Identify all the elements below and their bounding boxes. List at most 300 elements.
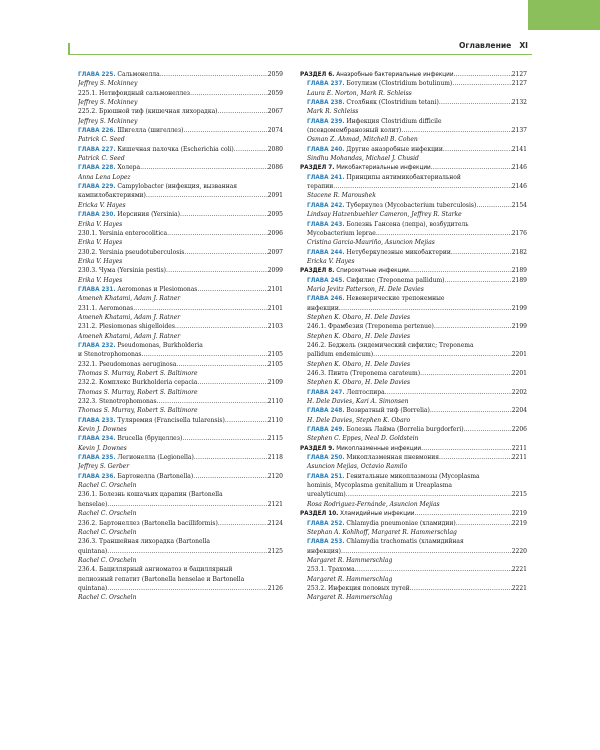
dot-leader xyxy=(218,519,268,528)
page-number: 2220 xyxy=(511,547,527,555)
entry-text xyxy=(300,445,421,453)
dot-leader xyxy=(190,89,268,98)
toc-entry[interactable] xyxy=(78,397,283,406)
dot-leader xyxy=(476,201,511,210)
toc-entry[interactable] xyxy=(300,201,527,210)
entry-text xyxy=(78,416,225,425)
entry-text xyxy=(307,276,444,285)
page-number: 2121 xyxy=(267,500,283,508)
dot-leader xyxy=(373,350,512,359)
chapter-label: ГЛАВА 242. xyxy=(307,202,345,209)
page-number: 2201 xyxy=(511,370,527,377)
chapter-label: ГЛАВА 243. xyxy=(307,221,345,228)
entry-text xyxy=(307,369,420,378)
toc-entry-line xyxy=(78,182,283,191)
entry-text xyxy=(307,229,376,238)
entry-text xyxy=(307,453,439,462)
toc-section-entry[interactable] xyxy=(300,266,527,275)
entry-title: Хламидийные инфекции xyxy=(338,511,415,518)
entry-title: 232.3. Stenotrophomonas xyxy=(78,398,157,406)
toc-entry[interactable] xyxy=(300,276,527,285)
page-number: 2219 xyxy=(511,519,527,527)
entry-title: 246.2. Беджель (эндемический сифилис; Treponema xyxy=(307,341,474,349)
toc-entry[interactable] xyxy=(78,70,283,79)
page-number: 2086 xyxy=(267,164,283,172)
toc-entry-line xyxy=(300,537,527,546)
toc-author: H. Dele Davies, Kari A. Simonsen xyxy=(307,398,409,406)
dot-leader xyxy=(410,584,512,593)
page-number: 2067 xyxy=(267,108,283,116)
chapter-label: ГЛАВА 234. xyxy=(78,436,116,443)
section-label: РАЗДЕЛ 7. xyxy=(300,165,335,172)
toc-author: Kevin J. Downes xyxy=(78,444,127,452)
page-number: 2091 xyxy=(267,192,283,200)
entry-text xyxy=(78,210,180,219)
entry-title: Chlamydia pneumoniae (хламидии) xyxy=(344,519,456,527)
dot-leader xyxy=(385,388,512,397)
dot-leader xyxy=(434,322,512,331)
dot-leader xyxy=(401,126,511,135)
page-number: 2137 xyxy=(511,127,527,135)
entry-text xyxy=(78,70,160,79)
toc-entry-line xyxy=(78,341,283,350)
toc-entry[interactable] xyxy=(78,285,283,294)
dot-leader xyxy=(454,70,512,79)
entry-title: терапии xyxy=(307,183,334,191)
dot-leader xyxy=(420,369,512,378)
entry-title: инфекция) xyxy=(307,547,341,555)
entry-title: 246.3. Пинта (Treponema carateum) xyxy=(307,370,421,377)
page-number: 2105 xyxy=(267,351,283,359)
entry-text xyxy=(78,378,197,387)
chapter-label: ГЛАВА 226. xyxy=(78,128,116,135)
entry-title: Chlamydia trachomatis (хламидийная xyxy=(344,538,464,546)
toc-section-entry[interactable] xyxy=(300,163,527,172)
entry-title: Лептоспира xyxy=(344,388,385,396)
toc-entry[interactable] xyxy=(78,89,283,98)
toc-entry[interactable] xyxy=(300,519,527,528)
toc-author: Jeffrey S. Gerber xyxy=(78,463,130,471)
page-number: 2109 xyxy=(267,379,283,387)
toc-section-entry[interactable] xyxy=(300,509,527,518)
toc-left-column xyxy=(78,70,283,603)
toc-entry[interactable] xyxy=(78,350,283,359)
page-number: 2103 xyxy=(267,323,283,331)
toc-entry-line xyxy=(300,173,527,182)
toc-entry[interactable] xyxy=(300,350,527,359)
toc-section-entry[interactable] xyxy=(300,70,527,79)
toc-author: Erika V. Hayes xyxy=(78,220,123,228)
section-label: РАЗДЕЛ 10. xyxy=(300,511,339,518)
page-number: 2101 xyxy=(267,304,283,312)
dot-leader xyxy=(140,163,268,172)
entry-text xyxy=(78,229,167,238)
toc-author: Rachel C. Orscheln xyxy=(78,482,137,490)
entry-text xyxy=(307,304,339,313)
entry-title: 253.2. Инфекция половых путей xyxy=(307,584,410,592)
chapter-label: ГЛАВА 245. xyxy=(307,277,345,284)
entry-title: 246.1. Фрамбезия (Treponema pertenue) xyxy=(307,323,434,331)
dot-leader xyxy=(451,248,512,257)
page-number: 2096 xyxy=(267,229,283,237)
page-number: 2211 xyxy=(511,444,527,452)
dot-leader xyxy=(142,350,268,359)
toc-author: Maria Jevitz Patterson, H. Dele Davies xyxy=(307,285,424,293)
dot-leader xyxy=(421,444,512,453)
chapter-label: ГЛАВА 246. xyxy=(307,296,345,303)
entry-text xyxy=(307,201,476,210)
toc-entry[interactable] xyxy=(300,182,527,191)
toc-entry[interactable] xyxy=(300,584,527,593)
entry-text xyxy=(78,322,175,331)
entry-text xyxy=(78,89,190,98)
toc-author: Lindsay Hatzenbuehler Cameron, Jeffrey R. Starke xyxy=(307,211,462,219)
page-number: 2176 xyxy=(511,229,527,237)
entry-text xyxy=(307,98,439,107)
toc-section-entry[interactable] xyxy=(300,444,527,453)
entry-text xyxy=(307,565,355,574)
toc-author: Rosa Rodriguez-Fernándе, Asuncion Mejias xyxy=(307,500,440,508)
dot-leader xyxy=(166,266,268,275)
entry-text xyxy=(78,519,218,528)
toc-author: Ameneh Khatami, Adam J. Ratner xyxy=(78,332,181,340)
toc-entry[interactable] xyxy=(78,360,283,369)
entry-title: Кишечная палочка (Escherichia coli) xyxy=(115,145,234,153)
section-label: РАЗДЕЛ 9. xyxy=(300,445,335,452)
entry-title: Ботулизм (Clostridium botulinum) xyxy=(344,80,453,88)
toc-entry[interactable] xyxy=(300,425,527,434)
entry-text xyxy=(307,182,333,191)
entry-text xyxy=(78,248,184,257)
chapter-label: ГЛАВА 238. xyxy=(307,100,345,107)
entry-title: 236.1. Болезнь кошачьих царапин (Bartonella xyxy=(78,491,223,499)
toc-entry[interactable] xyxy=(78,519,283,528)
toc-entry[interactable] xyxy=(300,98,527,107)
toc-entry[interactable] xyxy=(78,229,283,238)
entry-title: Генитальные микоплазмозы (Mycoplasma xyxy=(344,472,480,480)
chapter-label: ГЛАВА 233. xyxy=(78,417,116,424)
dot-leader xyxy=(182,434,267,443)
entry-text xyxy=(307,547,341,556)
chapter-label: ГЛАВА 225. xyxy=(78,72,116,78)
chapter-label: ГЛАВА 248. xyxy=(307,408,345,415)
chapter-label: ГЛАВА 235. xyxy=(78,455,116,462)
toc-entry[interactable] xyxy=(78,434,283,443)
toc-author: Rachel C. Orscheln xyxy=(78,594,137,602)
chapter-label: ГЛАВА 239. xyxy=(307,118,345,125)
dot-leader xyxy=(146,191,268,200)
toc-entry[interactable] xyxy=(78,191,283,200)
entry-title: Aeromonas и Plesiomonas xyxy=(115,285,198,293)
dot-leader xyxy=(107,547,267,556)
dot-leader xyxy=(355,565,512,574)
toc-author: Jeffrey S. Mckinney xyxy=(78,117,138,125)
toc-entry[interactable] xyxy=(78,416,283,425)
entry-text xyxy=(78,360,176,369)
page-number: 2125 xyxy=(267,547,283,555)
entry-text xyxy=(307,350,373,359)
entry-text xyxy=(78,472,193,481)
toc-entry[interactable] xyxy=(78,107,283,116)
entry-title: Туляремия (Francisella tularensis) xyxy=(115,416,225,424)
page-number: 2105 xyxy=(267,360,283,368)
header-title: Оглавление xyxy=(458,41,512,50)
entry-text xyxy=(307,388,385,397)
toc-author: Kevin J. Downes xyxy=(78,426,127,434)
chapter-label: ГЛАВА 232. xyxy=(78,342,116,349)
toc-entry-line xyxy=(300,481,527,490)
entry-title: кампилобактериями) xyxy=(78,192,146,200)
entry-text xyxy=(307,584,410,593)
entry-text xyxy=(300,267,409,275)
toc-entry[interactable] xyxy=(300,453,527,462)
dot-leader xyxy=(333,182,511,191)
entry-title: Туберкулез (Mycobacterium tuberculosis) xyxy=(344,201,477,209)
header-page-number: XI xyxy=(519,41,528,50)
running-header xyxy=(300,41,528,50)
toc-entry-line xyxy=(78,490,283,499)
page-number: 2199 xyxy=(511,304,527,312)
toc-author: Cristina Garcia-Mauriño, Asuncion Mejias xyxy=(307,239,435,247)
toc-entry[interactable] xyxy=(78,210,283,219)
toc-entry-line xyxy=(300,341,527,350)
toc-entry[interactable] xyxy=(78,584,283,593)
toc-author: Erika V. Hayes xyxy=(78,276,123,284)
toc-entry[interactable] xyxy=(300,565,527,574)
page-number: 2146 xyxy=(511,183,527,191)
toc-entry[interactable] xyxy=(78,322,283,331)
toc-entry[interactable] xyxy=(300,388,527,397)
entry-text xyxy=(78,500,107,509)
entry-title: Принципы антимикобактериальной xyxy=(344,173,461,181)
page-number: 2126 xyxy=(267,584,283,592)
entry-text xyxy=(78,350,142,359)
entry-title: Анаэробные бактериальные инфекции xyxy=(334,72,454,78)
chapter-label: ГЛАВА 240. xyxy=(307,146,345,153)
entry-text xyxy=(307,79,452,88)
toc-entry[interactable] xyxy=(300,322,527,331)
entry-text xyxy=(78,453,194,462)
entry-title: 236.3. Траншейная лихорадка (Bartonella xyxy=(78,538,211,546)
toc-author: Laura E. Norton, Mark R. Schleiss xyxy=(307,89,412,97)
dot-leader xyxy=(193,472,268,481)
page-number: 2204 xyxy=(511,407,527,415)
entry-title: Холера xyxy=(115,164,141,172)
entry-title: Нетуберкулезные микобактерии xyxy=(344,248,451,256)
toc-entry-line xyxy=(78,565,283,574)
toc-entry[interactable] xyxy=(300,229,527,238)
toc-author: Patrick C. Seed xyxy=(78,155,125,163)
entry-title: quintana) xyxy=(78,547,108,555)
toc-entry[interactable] xyxy=(300,145,527,154)
entry-text xyxy=(78,266,166,275)
toc-author: Osman Z. Ahmad, Mitchell B. Cohen xyxy=(307,136,418,144)
toc-entry-line xyxy=(300,117,527,126)
toc-author: Rachel C. Orscheln xyxy=(78,510,137,518)
entry-title: Mycobacterium leprae xyxy=(307,229,376,237)
entry-title: Pseudomonas, Burkholderia xyxy=(115,341,203,349)
page-number: 2120 xyxy=(267,472,283,480)
toc-entry[interactable] xyxy=(300,248,527,257)
page-number: 2201 xyxy=(511,351,527,359)
entry-title: Болезнь Гансена (лепра), возбудитель xyxy=(344,220,469,228)
page-number: 2206 xyxy=(511,426,527,434)
chapter-label: ГЛАВА 227. xyxy=(78,146,116,153)
page-number: 2132 xyxy=(511,99,527,107)
dot-leader xyxy=(197,285,267,294)
toc-entry[interactable] xyxy=(78,304,283,313)
entry-text xyxy=(307,490,346,499)
toc-author: Stephen K. Obaro, H. Dele Davies xyxy=(307,332,411,340)
entry-title: Иерсиния (Yersinia) xyxy=(115,211,180,219)
toc-entry[interactable] xyxy=(78,500,283,509)
page-number: 2118 xyxy=(267,454,283,462)
entry-text xyxy=(307,145,443,154)
entry-text xyxy=(78,191,146,200)
entry-text xyxy=(307,248,451,257)
toc-author: Stephen K. Obaro, H. Dele Davies xyxy=(307,360,411,368)
entry-text xyxy=(78,285,197,294)
entry-text xyxy=(307,126,401,135)
toc-entry[interactable] xyxy=(78,145,283,154)
entry-title: 225.1. Нетифоидный сальмонеллез xyxy=(78,89,191,97)
dot-leader xyxy=(444,276,511,285)
entry-text xyxy=(78,434,182,443)
entry-text xyxy=(307,519,456,528)
entry-text xyxy=(300,510,414,518)
page-number: 2202 xyxy=(511,388,527,396)
toc-author: Jeffrey S. Mckinney xyxy=(78,99,138,107)
dot-leader xyxy=(456,519,512,528)
page-number: 2101 xyxy=(267,285,283,293)
entry-title: 225.2. Брюшной тиф (кишечная лихорадка) xyxy=(78,108,218,116)
chapter-label: ГЛАВА 252. xyxy=(307,520,345,527)
chapter-label: ГЛАВА 230. xyxy=(78,212,116,219)
entry-text xyxy=(78,145,234,154)
toc-author: Stephan A. Kohlhoff, Margaret R. Hammerschlag xyxy=(307,528,457,536)
toc-entry[interactable] xyxy=(300,490,527,499)
toc-entry[interactable] xyxy=(300,406,527,415)
entry-title: Сифилис (Treponema pallidum) xyxy=(344,276,445,284)
toc-entry[interactable] xyxy=(78,547,283,556)
page-number: 2189 xyxy=(511,276,527,284)
entry-title: hominis, Mycoplasma genitalium и Ureaplasma xyxy=(307,482,452,490)
chapter-label: ГЛАВА 231. xyxy=(78,286,116,293)
page-number: 2124 xyxy=(267,519,283,527)
entry-title: 230.3. Чума (Yersinia pestis) xyxy=(78,267,166,275)
page-number: 2141 xyxy=(511,145,527,153)
entry-title: Другие анаэробные инфекции xyxy=(344,145,443,153)
toc-entry[interactable] xyxy=(300,126,527,135)
entry-text xyxy=(78,547,107,556)
dot-leader xyxy=(341,547,512,556)
entry-text xyxy=(78,163,140,172)
toc-entry-line xyxy=(300,472,527,481)
dot-leader xyxy=(443,145,512,154)
toc-entry[interactable] xyxy=(78,126,283,135)
toc-author: Rachel C. Orscheln xyxy=(78,528,137,536)
toc-author: Sindhu Mohandas, Michael J. Chusid xyxy=(307,155,419,163)
toc-entry[interactable] xyxy=(300,369,527,378)
dot-leader xyxy=(167,229,268,238)
entry-title: 253.1. Трахома xyxy=(307,566,355,574)
entry-title: Спирохетные инфекции xyxy=(334,268,409,275)
entry-text xyxy=(78,107,218,116)
entry-title: Сальмонелла xyxy=(115,71,160,78)
section-label: РАЗДЕЛ 6. xyxy=(300,72,335,78)
entry-title: Легионелла (Legionella) xyxy=(115,454,194,462)
chapter-label: ГЛАВА 253. xyxy=(307,539,345,546)
header-rule xyxy=(68,54,532,55)
page-number: 2154 xyxy=(511,201,527,209)
chapter-label: ГЛАВА 228. xyxy=(78,165,116,172)
dot-leader xyxy=(414,509,511,518)
toc-author: Stephen K. Obaro, H. Dele Davies xyxy=(307,379,411,387)
entry-title: 232.1. Pseudomonas aeruginosa xyxy=(78,360,177,368)
entry-title: 236.4. Бациллярный ангиоматоз и бациллярный xyxy=(78,566,233,574)
toc-entry[interactable] xyxy=(300,304,527,313)
toc-entry[interactable] xyxy=(300,547,527,556)
entry-title: Микобактериальные инфекции xyxy=(334,165,431,172)
toc-entry[interactable] xyxy=(78,472,283,481)
chapter-label: ГЛАВА 244. xyxy=(307,249,345,256)
entry-title: Campylobacter (инфекция, вызванная xyxy=(115,183,238,191)
dot-leader xyxy=(175,322,268,331)
dot-leader xyxy=(133,304,268,313)
toc-author: Ericka V. Hayes xyxy=(78,201,126,209)
entry-title: инфекции xyxy=(307,304,339,312)
section-label: РАЗДЕЛ 8. xyxy=(300,268,335,275)
toc-author: Rachel C. Orscheln xyxy=(78,556,137,564)
entry-text xyxy=(307,406,430,415)
page-number: 2074 xyxy=(267,127,283,135)
entry-title: (псевдомембранозный колит) xyxy=(307,127,402,135)
toc-author: Mark R. Schleiss xyxy=(307,108,359,116)
toc-author: Stephen K. Obaro, H. Dele Davies xyxy=(307,313,411,321)
entry-text xyxy=(78,304,133,313)
dot-leader xyxy=(234,145,268,154)
entry-title: Микоплазменные инфекции xyxy=(334,445,422,452)
toc-author: Asuncion Mejias, Octavio Ramilo xyxy=(307,463,408,471)
toc-author: Jeffrey S. Mckinney xyxy=(78,80,138,88)
toc-author: Ericka V. Hayes xyxy=(307,257,355,265)
page-number: 2221 xyxy=(511,566,527,574)
page-number: 2182 xyxy=(511,248,527,256)
toc-entry[interactable] xyxy=(78,453,283,462)
toc-author: Thomas S. Murray, Robert S. Baltimore xyxy=(78,370,198,377)
toc-author: Thomas S. Murray, Robert S. Baltimore xyxy=(78,407,198,415)
entry-title: Возвратный тиф (Borrelia) xyxy=(344,407,430,415)
dot-leader xyxy=(339,304,512,313)
page-number: 2110 xyxy=(267,398,283,406)
entry-title: 231.2. Plesiomonas shigelloides xyxy=(78,323,175,331)
toc-entry[interactable] xyxy=(78,163,283,172)
toc-entry[interactable] xyxy=(78,266,283,275)
chapter-label: ГЛАВА 247. xyxy=(307,389,345,396)
dot-leader xyxy=(225,416,268,425)
toc-author: Margaret R. Hammerschlag xyxy=(307,575,393,583)
dot-leader xyxy=(439,453,512,462)
toc-entry[interactable] xyxy=(300,79,527,88)
toc-entry[interactable] xyxy=(78,248,283,257)
toc-author: Patrick C. Seed xyxy=(78,136,125,144)
dot-leader xyxy=(464,425,512,434)
page-number: 2099 xyxy=(267,267,283,275)
toc-entry[interactable] xyxy=(78,378,283,387)
entry-title: 230.1. Yersinia enterocolitica xyxy=(78,229,168,237)
dot-leader xyxy=(184,248,267,257)
dot-leader xyxy=(376,229,512,238)
